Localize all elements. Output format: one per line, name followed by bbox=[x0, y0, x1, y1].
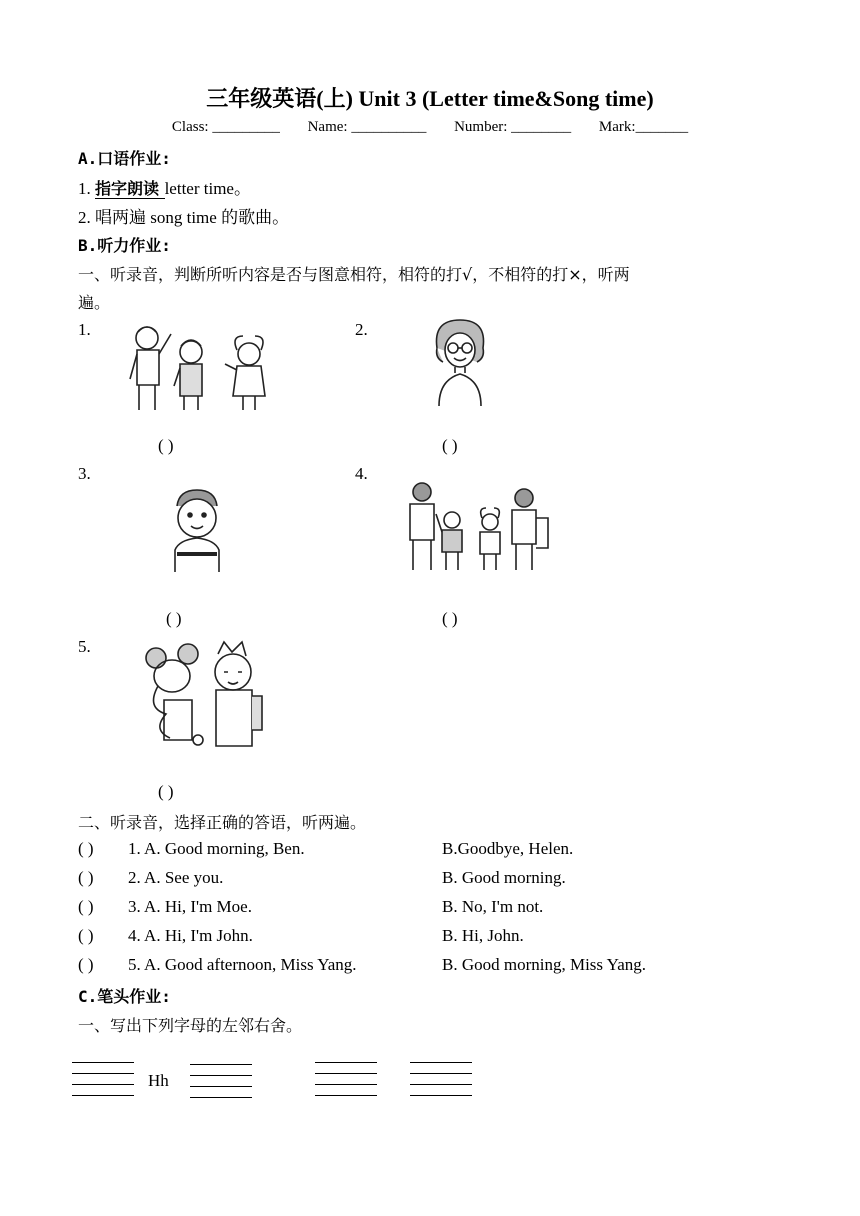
writing-lines-3[interactable] bbox=[315, 1062, 377, 1106]
question-5-option-a: 5. A. Good afternoon, Miss Yang. bbox=[128, 955, 357, 974]
picture-item-3-number: 3. bbox=[78, 464, 91, 483]
name-field[interactable]: Name: __________ bbox=[307, 119, 427, 135]
question-2-option-a: 2. A. See you. bbox=[128, 868, 224, 887]
mark-field[interactable]: Mark:_______ bbox=[598, 119, 689, 135]
question-1-option-b: B.Goodbye, Helen. bbox=[442, 839, 574, 858]
question-4-option-a: 4. A. Hi, I'm John. bbox=[128, 926, 253, 945]
student-info-row bbox=[0, 119, 860, 136]
three-children-picture-icon bbox=[125, 320, 285, 415]
item-1-emphasis: 指字朗读 bbox=[95, 179, 165, 198]
number-field[interactable]: Number: ________ bbox=[454, 119, 572, 135]
woman-with-glasses-picture-icon bbox=[425, 318, 495, 408]
picture-item-1-answer[interactable]: ( ) bbox=[158, 436, 174, 455]
section-b-heading: B.听力作业: bbox=[78, 236, 171, 255]
writing-lines-right-of-hh[interactable] bbox=[190, 1064, 252, 1108]
question-5-option-b: B. Good morning, Miss Yang. bbox=[442, 955, 647, 974]
question-3-option-a: 3. A. Hi, I'm Moe. bbox=[128, 897, 252, 916]
mouse-and-cat-picture-icon bbox=[138, 640, 264, 750]
picture-item-5-number: 5. bbox=[78, 637, 91, 656]
picture-item-2-number: 2. bbox=[355, 320, 368, 339]
question-4-option-b: B. Hi, John. bbox=[442, 926, 524, 945]
page-title: 三年级英语(上) Unit 3 (Letter time&Song time) bbox=[206, 86, 654, 111]
section-a-item-2: 2. 唱两遍 song time 的歌曲。 bbox=[78, 208, 290, 227]
question-3-blank[interactable]: ( ) bbox=[78, 897, 94, 916]
class-field[interactable]: Class: _________ bbox=[171, 119, 280, 135]
question-2-blank[interactable]: ( ) bbox=[78, 868, 94, 887]
section-c-part-1-instruction: 一、写出下列字母的左邻右舍。 bbox=[78, 1016, 303, 1035]
picture-item-4-number: 4. bbox=[355, 464, 368, 483]
question-4-blank[interactable]: ( ) bbox=[78, 926, 94, 945]
section-a-item-1 bbox=[78, 174, 251, 199]
section-c-heading: C.笔头作业: bbox=[78, 987, 171, 1006]
picture-item-4-answer[interactable]: ( ) bbox=[442, 609, 458, 628]
letter-hh: Hh bbox=[148, 1071, 169, 1090]
writing-lines-left-of-hh[interactable] bbox=[72, 1062, 134, 1106]
part-1-instruction-line-2: 遍。 bbox=[78, 293, 111, 312]
picture-item-2-answer[interactable]: ( ) bbox=[442, 436, 458, 455]
item-1-number: 1. bbox=[78, 179, 95, 198]
item-1-text: letter time。 bbox=[164, 179, 251, 198]
question-1-option-a: 1. A. Good morning, Ben. bbox=[128, 839, 305, 858]
section-a-heading: A.口语作业: bbox=[78, 149, 171, 168]
writing-lines-4[interactable] bbox=[410, 1062, 472, 1106]
part-1-instruction-line-1: 一、听录音，判断所听内容是否与图意相符，相符的打√，不相符的打×，听两 bbox=[78, 265, 630, 284]
picture-item-1-number: 1. bbox=[78, 320, 91, 339]
part-2-instruction: 二、听录音，选择正确的答语，听两遍。 bbox=[78, 813, 367, 832]
family-picture-icon bbox=[402, 478, 552, 573]
question-3-option-b: B. No, I'm not. bbox=[442, 897, 544, 916]
question-2-option-b: B. Good morning. bbox=[442, 868, 566, 887]
picture-item-3-answer[interactable]: ( ) bbox=[166, 609, 182, 628]
question-5-blank[interactable]: ( ) bbox=[78, 955, 94, 974]
boy-picture-icon bbox=[165, 488, 229, 574]
picture-item-5-answer[interactable]: ( ) bbox=[158, 782, 174, 801]
question-1-blank[interactable]: ( ) bbox=[78, 839, 94, 858]
